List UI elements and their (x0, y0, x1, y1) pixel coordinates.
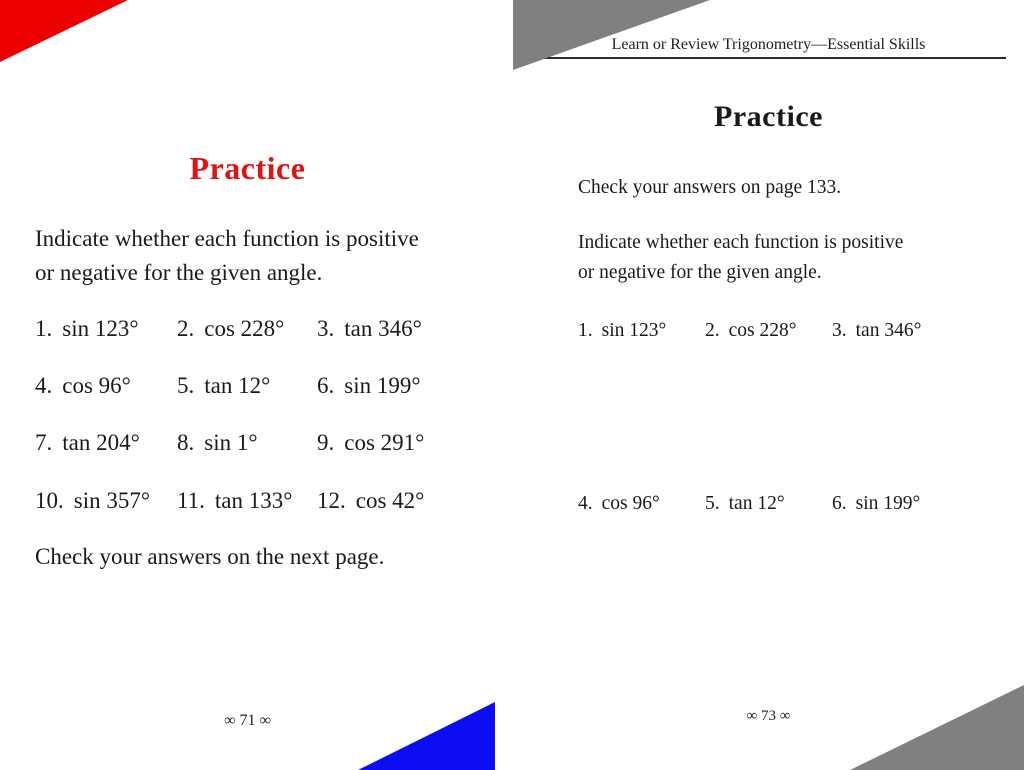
problem-expression: tan 12° (204, 373, 271, 398)
check-answers-note: Check your answers on the next page. (35, 544, 385, 569)
problem-expression: tan 12° (728, 493, 785, 514)
problem-number: 10. (35, 488, 64, 513)
problem-item (832, 316, 921, 346)
problem-item (705, 316, 797, 346)
problem-expression: sin 123° (62, 316, 139, 341)
problem-expression: sin 199° (344, 373, 421, 398)
left-page (0, 0, 495, 770)
problem-item (35, 371, 131, 401)
problem-item (35, 486, 150, 516)
instructions-line1: Indicate whether each function is positive (35, 226, 419, 251)
problem-number: 5. (177, 373, 195, 398)
gray-corner-triangle-bottom (850, 685, 1024, 770)
problem-expression: sin 1° (204, 430, 258, 455)
instructions (35, 222, 419, 290)
red-corner-triangle (0, 0, 128, 62)
problem-expression: cos 291° (344, 430, 425, 455)
problem-expression: sin 357° (73, 488, 151, 513)
problem-number: 1. (35, 316, 53, 341)
problem-item (578, 489, 660, 519)
instructions-line2: or negative for the given angle. (35, 260, 323, 285)
right-page (513, 0, 1024, 770)
problem-item (35, 428, 140, 458)
page-number: ∞ 73 ∞ (746, 708, 791, 724)
running-header: Learn or Review Trigonometry—Essential Skills (611, 36, 926, 53)
problem-item (177, 371, 270, 401)
problem-item (832, 489, 920, 519)
problem-number: 7. (35, 430, 53, 455)
problem-expression: sin 123° (601, 320, 667, 341)
problem-expression: cos 96° (601, 493, 660, 514)
problem-item (177, 314, 284, 344)
page-title: Practice (714, 100, 823, 133)
problem-number: 5. (705, 493, 720, 514)
problem-number: 3. (832, 320, 847, 341)
problem-expression: cos 228° (204, 316, 285, 341)
problem-expression: cos 96° (62, 373, 131, 398)
problem-number: 11. (177, 488, 205, 513)
problem-number: 2. (705, 320, 720, 341)
problem-item (35, 314, 139, 344)
problem-expression: cos 228° (728, 320, 797, 341)
problem-row (35, 486, 480, 516)
problem-number: 6. (317, 373, 335, 398)
instructions (578, 228, 903, 288)
problem-row (578, 489, 1008, 519)
problem-number: 8. (177, 430, 195, 455)
problem-expression: tan 346° (855, 320, 922, 341)
problem-row (35, 371, 480, 401)
page-title: Practice (189, 150, 306, 186)
problem-expression: tan 346° (344, 316, 422, 341)
problem-number: 1. (578, 320, 593, 341)
problem-number: 3. (317, 316, 335, 341)
instructions-line2: or negative for the given angle. (578, 262, 822, 283)
problem-row (578, 316, 1008, 346)
header-rule (517, 57, 1006, 59)
problem-number: 6. (832, 493, 847, 514)
problem-number: 12. (317, 488, 346, 513)
problem-item (317, 371, 421, 401)
problem-item (317, 486, 424, 516)
problem-expression: tan 133° (214, 488, 293, 513)
problem-item (578, 316, 666, 346)
problem-number: 4. (35, 373, 53, 398)
problem-row (35, 314, 480, 344)
problem-item (705, 489, 785, 519)
problem-expression: cos 42° (355, 488, 425, 513)
problem-item (177, 428, 258, 458)
problem-expression: sin 199° (855, 493, 921, 514)
problem-number: 2. (177, 316, 195, 341)
problem-row (35, 428, 480, 458)
check-answers-note: Check your answers on page 133. (578, 177, 842, 198)
problem-item (317, 428, 424, 458)
problem-expression: tan 204° (62, 430, 140, 455)
problem-number: 9. (317, 430, 335, 455)
problem-item (317, 314, 422, 344)
instructions-line1: Indicate whether each function is positive (578, 232, 904, 253)
page-number: ∞ 71 ∞ (224, 712, 271, 729)
problem-number: 4. (578, 493, 593, 514)
gray-corner-triangle-top (513, 0, 710, 70)
problem-item (177, 486, 292, 516)
